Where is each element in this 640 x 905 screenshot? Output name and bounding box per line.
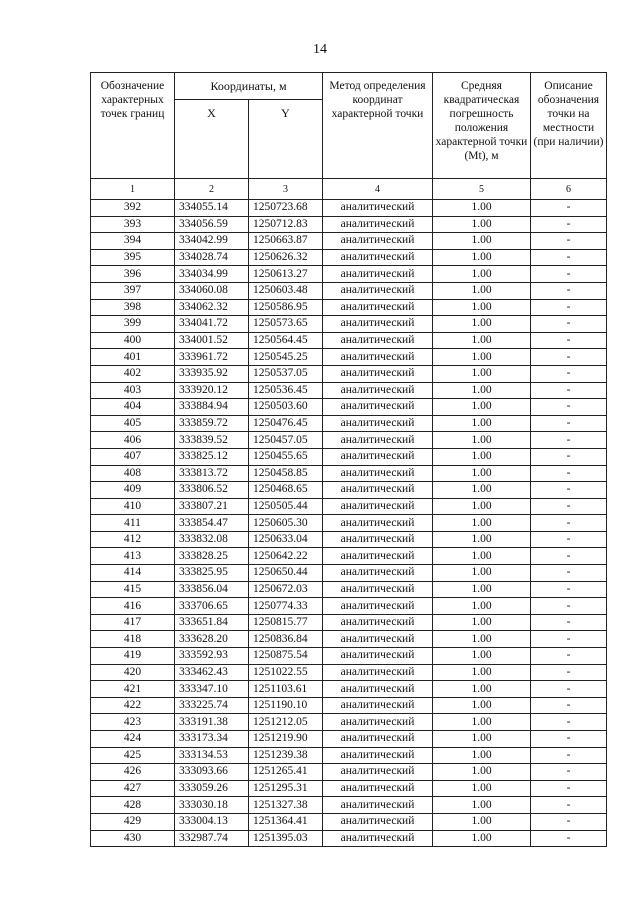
- error-cell: 1.00: [433, 581, 531, 598]
- point-cell: 417: [91, 614, 175, 631]
- method-cell: аналитический: [323, 515, 433, 532]
- y-coordinate-cell: 1250613.27: [249, 266, 323, 283]
- table-row: [91, 565, 607, 582]
- table-row: [91, 482, 607, 499]
- point-cell: 422: [91, 697, 175, 714]
- point-cell: 400: [91, 332, 175, 349]
- table-row: [91, 764, 607, 781]
- point-cell: 403: [91, 382, 175, 399]
- error-cell: 1.00: [433, 664, 531, 681]
- error-cell: 1.00: [433, 399, 531, 416]
- point-cell: 401: [91, 349, 175, 366]
- description-cell: -: [531, 531, 607, 548]
- description-cell: -: [531, 813, 607, 830]
- description-cell: -: [531, 465, 607, 482]
- method-cell: аналитический: [323, 531, 433, 548]
- description-cell: -: [531, 648, 607, 665]
- table-row: [91, 515, 607, 532]
- table-row: [91, 200, 607, 217]
- error-cell: 1.00: [433, 266, 531, 283]
- table-row: [91, 780, 607, 797]
- table-row: [91, 282, 607, 299]
- error-cell: 1.00: [433, 614, 531, 631]
- column-number-row: [91, 179, 607, 200]
- error-cell: 1.00: [433, 548, 531, 565]
- x-coordinate-cell: 333004.13: [175, 813, 249, 830]
- y-coordinate-cell: 1250836.84: [249, 631, 323, 648]
- point-cell: 430: [91, 830, 175, 847]
- table-row: [91, 233, 607, 250]
- error-cell: 1.00: [433, 332, 531, 349]
- description-cell: -: [531, 448, 607, 465]
- point-cell: 397: [91, 282, 175, 299]
- x-coordinate-cell: 333093.66: [175, 764, 249, 781]
- error-cell: 1.00: [433, 813, 531, 830]
- description-cell: -: [531, 399, 607, 416]
- table-row: [91, 614, 607, 631]
- point-cell: 395: [91, 249, 175, 266]
- x-coordinate-cell: 334001.52: [175, 332, 249, 349]
- table-row: [91, 382, 607, 399]
- x-coordinate-cell: 333859.72: [175, 415, 249, 432]
- y-coordinate-cell: 1251022.55: [249, 664, 323, 681]
- method-cell: аналитический: [323, 714, 433, 731]
- description-cell: -: [531, 282, 607, 299]
- x-coordinate-cell: 333225.74: [175, 697, 249, 714]
- y-coordinate-cell: 1250458.85: [249, 465, 323, 482]
- error-cell: 1.00: [433, 432, 531, 449]
- table-row: [91, 731, 607, 748]
- point-cell: 398: [91, 299, 175, 316]
- y-coordinate-cell: 1251395.03: [249, 830, 323, 847]
- table-row: [91, 681, 607, 698]
- x-coordinate-cell: 333030.18: [175, 797, 249, 814]
- point-cell: 419: [91, 648, 175, 665]
- y-coordinate-cell: 1251190.10: [249, 697, 323, 714]
- description-cell: -: [531, 797, 607, 814]
- y-coordinate-cell: 1250476.45: [249, 415, 323, 432]
- description-cell: -: [531, 714, 607, 731]
- table-row: [91, 498, 607, 515]
- header-point: Обозначение характерных точек границ: [91, 73, 175, 179]
- description-cell: -: [531, 249, 607, 266]
- method-cell: аналитический: [323, 432, 433, 449]
- x-coordinate-cell: 333935.92: [175, 365, 249, 382]
- y-coordinate-cell: 1250815.77: [249, 614, 323, 631]
- error-cell: 1.00: [433, 465, 531, 482]
- error-cell: 1.00: [433, 282, 531, 299]
- point-cell: 414: [91, 565, 175, 582]
- description-cell: -: [531, 548, 607, 565]
- table-row: [91, 797, 607, 814]
- page-number: 14: [313, 42, 327, 57]
- point-cell: 428: [91, 797, 175, 814]
- point-cell: 404: [91, 399, 175, 416]
- error-cell: 1.00: [433, 731, 531, 748]
- point-cell: 425: [91, 747, 175, 764]
- point-cell: 393: [91, 216, 175, 233]
- y-coordinate-cell: 1251364.41: [249, 813, 323, 830]
- y-coordinate-cell: 1250663.87: [249, 233, 323, 250]
- y-coordinate-cell: 1251219.90: [249, 731, 323, 748]
- y-coordinate-cell: 1250536.45: [249, 382, 323, 399]
- point-cell: 408: [91, 465, 175, 482]
- point-cell: 424: [91, 731, 175, 748]
- x-coordinate-cell: 333839.52: [175, 432, 249, 449]
- method-cell: аналитический: [323, 581, 433, 598]
- error-cell: 1.00: [433, 200, 531, 217]
- table-row: [91, 648, 607, 665]
- description-cell: -: [531, 382, 607, 399]
- table-header: [91, 73, 607, 200]
- header-method: Метод определения координат характерной точки: [323, 73, 433, 179]
- method-cell: аналитический: [323, 797, 433, 814]
- method-cell: аналитический: [323, 614, 433, 631]
- y-coordinate-cell: 1250505.44: [249, 498, 323, 515]
- description-cell: -: [531, 365, 607, 382]
- x-coordinate-cell: 334055.14: [175, 200, 249, 217]
- y-coordinate-cell: 1250633.04: [249, 531, 323, 548]
- x-coordinate-cell: 333347.10: [175, 681, 249, 698]
- error-cell: 1.00: [433, 780, 531, 797]
- x-coordinate-cell: 333191.38: [175, 714, 249, 731]
- table-row: [91, 697, 607, 714]
- error-cell: 1.00: [433, 365, 531, 382]
- x-coordinate-cell: 334060.08: [175, 282, 249, 299]
- description-cell: -: [531, 299, 607, 316]
- table-row: [91, 365, 607, 382]
- point-cell: 410: [91, 498, 175, 515]
- method-cell: аналитический: [323, 648, 433, 665]
- error-cell: 1.00: [433, 482, 531, 499]
- method-cell: аналитический: [323, 382, 433, 399]
- x-coordinate-cell: 333806.52: [175, 482, 249, 499]
- point-cell: 402: [91, 365, 175, 382]
- point-cell: 421: [91, 681, 175, 698]
- table-row: [91, 714, 607, 731]
- method-cell: аналитический: [323, 664, 433, 681]
- y-coordinate-cell: 1250564.45: [249, 332, 323, 349]
- method-cell: аналитический: [323, 548, 433, 565]
- point-cell: 420: [91, 664, 175, 681]
- x-coordinate-cell: 333592.93: [175, 648, 249, 665]
- error-cell: 1.00: [433, 382, 531, 399]
- point-cell: 415: [91, 581, 175, 598]
- x-coordinate-cell: 333856.04: [175, 581, 249, 598]
- table-row: [91, 249, 607, 266]
- table-row: [91, 349, 607, 366]
- y-coordinate-cell: 1250642.22: [249, 548, 323, 565]
- header-error: Средняя квадратическая погрешность положения характерной точки (Mt), м: [433, 73, 531, 179]
- table-row: [91, 598, 607, 615]
- point-cell: 407: [91, 448, 175, 465]
- x-coordinate-cell: 333884.94: [175, 399, 249, 416]
- point-cell: 399: [91, 316, 175, 333]
- x-coordinate-cell: 333825.12: [175, 448, 249, 465]
- x-coordinate-cell: 333854.47: [175, 515, 249, 532]
- description-cell: -: [531, 631, 607, 648]
- method-cell: аналитический: [323, 780, 433, 797]
- description-cell: -: [531, 731, 607, 748]
- error-cell: 1.00: [433, 299, 531, 316]
- point-cell: 427: [91, 780, 175, 797]
- description-cell: -: [531, 747, 607, 764]
- y-coordinate-cell: 1251103.61: [249, 681, 323, 698]
- table-row: [91, 465, 607, 482]
- method-cell: аналитический: [323, 747, 433, 764]
- description-cell: -: [531, 216, 607, 233]
- error-cell: 1.00: [433, 415, 531, 432]
- column-number: 3: [249, 179, 323, 200]
- column-number: 4: [323, 179, 433, 200]
- y-coordinate-cell: 1250605.30: [249, 515, 323, 532]
- description-cell: -: [531, 200, 607, 217]
- description-cell: -: [531, 316, 607, 333]
- point-cell: 429: [91, 813, 175, 830]
- description-cell: -: [531, 598, 607, 615]
- method-cell: аналитический: [323, 697, 433, 714]
- table-row: [91, 415, 607, 432]
- description-cell: -: [531, 697, 607, 714]
- x-coordinate-cell: 333807.21: [175, 498, 249, 515]
- x-coordinate-cell: 333825.95: [175, 565, 249, 582]
- method-cell: аналитический: [323, 200, 433, 217]
- point-cell: 418: [91, 631, 175, 648]
- y-coordinate-cell: 1251212.05: [249, 714, 323, 731]
- y-coordinate-cell: 1250875.54: [249, 648, 323, 665]
- table-body: [91, 200, 607, 847]
- x-coordinate-cell: 332987.74: [175, 830, 249, 847]
- table-row: [91, 432, 607, 449]
- method-cell: аналитический: [323, 399, 433, 416]
- error-cell: 1.00: [433, 764, 531, 781]
- x-coordinate-cell: 334028.74: [175, 249, 249, 266]
- point-cell: 405: [91, 415, 175, 432]
- y-coordinate-cell: 1250603.48: [249, 282, 323, 299]
- error-cell: 1.00: [433, 249, 531, 266]
- method-cell: аналитический: [323, 299, 433, 316]
- method-cell: аналитический: [323, 681, 433, 698]
- description-cell: -: [531, 415, 607, 432]
- description-cell: -: [531, 349, 607, 366]
- description-cell: -: [531, 764, 607, 781]
- method-cell: аналитический: [323, 365, 433, 382]
- method-cell: аналитический: [323, 565, 433, 582]
- point-cell: 409: [91, 482, 175, 499]
- table-row: [91, 399, 607, 416]
- y-coordinate-cell: 1251239.38: [249, 747, 323, 764]
- column-number: 6: [531, 179, 607, 200]
- error-cell: 1.00: [433, 498, 531, 515]
- column-number: 2: [175, 179, 249, 200]
- description-cell: -: [531, 233, 607, 250]
- table-row: [91, 448, 607, 465]
- table-row: [91, 813, 607, 830]
- point-cell: 406: [91, 432, 175, 449]
- point-cell: 396: [91, 266, 175, 283]
- description-cell: -: [531, 515, 607, 532]
- point-cell: 416: [91, 598, 175, 615]
- x-coordinate-cell: 334041.72: [175, 316, 249, 333]
- description-cell: -: [531, 614, 607, 631]
- error-cell: 1.00: [433, 349, 531, 366]
- y-coordinate-cell: 1250468.65: [249, 482, 323, 499]
- point-cell: 392: [91, 200, 175, 217]
- y-coordinate-cell: 1250545.25: [249, 349, 323, 366]
- error-cell: 1.00: [433, 565, 531, 582]
- y-coordinate-cell: 1250723.68: [249, 200, 323, 217]
- error-cell: 1.00: [433, 681, 531, 698]
- table-row: [91, 216, 607, 233]
- error-cell: 1.00: [433, 747, 531, 764]
- table-row: [91, 316, 607, 333]
- x-coordinate-cell: 334034.99: [175, 266, 249, 283]
- header-description: Описание обозначения точки на местности (при наличии): [531, 73, 607, 179]
- x-coordinate-cell: 333832.08: [175, 531, 249, 548]
- error-cell: 1.00: [433, 448, 531, 465]
- table-row: [91, 830, 607, 847]
- error-cell: 1.00: [433, 648, 531, 665]
- table-row: [91, 631, 607, 648]
- x-coordinate-cell: 333920.12: [175, 382, 249, 399]
- error-cell: 1.00: [433, 233, 531, 250]
- y-coordinate-cell: 1250573.65: [249, 316, 323, 333]
- error-cell: 1.00: [433, 515, 531, 532]
- description-cell: -: [531, 332, 607, 349]
- point-cell: 413: [91, 548, 175, 565]
- y-coordinate-cell: 1250712.83: [249, 216, 323, 233]
- error-cell: 1.00: [433, 631, 531, 648]
- error-cell: 1.00: [433, 598, 531, 615]
- method-cell: аналитический: [323, 415, 433, 432]
- table-row: [91, 747, 607, 764]
- description-cell: -: [531, 482, 607, 499]
- x-coordinate-cell: 333059.26: [175, 780, 249, 797]
- x-coordinate-cell: 334062.32: [175, 299, 249, 316]
- x-coordinate-cell: 333828.25: [175, 548, 249, 565]
- y-coordinate-cell: 1251265.41: [249, 764, 323, 781]
- method-cell: аналитический: [323, 316, 433, 333]
- description-cell: -: [531, 432, 607, 449]
- x-coordinate-cell: 333813.72: [175, 465, 249, 482]
- column-number: 5: [433, 179, 531, 200]
- method-cell: аналитический: [323, 282, 433, 299]
- method-cell: аналитический: [323, 249, 433, 266]
- x-coordinate-cell: 333134.53: [175, 747, 249, 764]
- table-row: [91, 266, 607, 283]
- description-cell: -: [531, 266, 607, 283]
- method-cell: аналитический: [323, 764, 433, 781]
- x-coordinate-cell: 333628.20: [175, 631, 249, 648]
- x-coordinate-cell: 333651.84: [175, 614, 249, 631]
- y-coordinate-cell: 1251327.38: [249, 797, 323, 814]
- y-coordinate-cell: 1250774.33: [249, 598, 323, 615]
- method-cell: аналитический: [323, 731, 433, 748]
- description-cell: -: [531, 830, 607, 847]
- description-cell: -: [531, 498, 607, 515]
- error-cell: 1.00: [433, 216, 531, 233]
- method-cell: аналитический: [323, 349, 433, 366]
- y-coordinate-cell: 1250586.95: [249, 299, 323, 316]
- y-coordinate-cell: 1250503.60: [249, 399, 323, 416]
- x-coordinate-cell: 333961.72: [175, 349, 249, 366]
- y-coordinate-cell: 1250537.05: [249, 365, 323, 382]
- error-cell: 1.00: [433, 531, 531, 548]
- x-coordinate-cell: 334042.99: [175, 233, 249, 250]
- error-cell: 1.00: [433, 830, 531, 847]
- y-coordinate-cell: 1250626.32: [249, 249, 323, 266]
- y-coordinate-cell: 1250455.65: [249, 448, 323, 465]
- point-cell: 412: [91, 531, 175, 548]
- header-x: X: [175, 100, 249, 179]
- error-cell: 1.00: [433, 316, 531, 333]
- method-cell: аналитический: [323, 830, 433, 847]
- table-row: [91, 531, 607, 548]
- header-coordinates: Координаты, м: [175, 73, 323, 100]
- point-cell: 423: [91, 714, 175, 731]
- x-coordinate-cell: 333706.65: [175, 598, 249, 615]
- error-cell: 1.00: [433, 714, 531, 731]
- y-coordinate-cell: 1251295.31: [249, 780, 323, 797]
- table-row: [91, 332, 607, 349]
- method-cell: аналитический: [323, 498, 433, 515]
- column-number: 1: [91, 179, 175, 200]
- x-coordinate-cell: 334056.59: [175, 216, 249, 233]
- x-coordinate-cell: 333173.34: [175, 731, 249, 748]
- point-cell: 394: [91, 233, 175, 250]
- y-coordinate-cell: 1250457.05: [249, 432, 323, 449]
- method-cell: аналитический: [323, 233, 433, 250]
- coordinates-table: [90, 72, 607, 847]
- y-coordinate-cell: 1250650.44: [249, 565, 323, 582]
- table-row: [91, 299, 607, 316]
- method-cell: аналитический: [323, 216, 433, 233]
- description-cell: -: [531, 780, 607, 797]
- table-row: [91, 664, 607, 681]
- description-cell: -: [531, 581, 607, 598]
- description-cell: -: [531, 565, 607, 582]
- method-cell: аналитический: [323, 448, 433, 465]
- y-coordinate-cell: 1250672.03: [249, 581, 323, 598]
- method-cell: аналитический: [323, 332, 433, 349]
- method-cell: аналитический: [323, 631, 433, 648]
- error-cell: 1.00: [433, 797, 531, 814]
- point-cell: 411: [91, 515, 175, 532]
- method-cell: аналитический: [323, 465, 433, 482]
- description-cell: -: [531, 681, 607, 698]
- method-cell: аналитический: [323, 813, 433, 830]
- description-cell: -: [531, 664, 607, 681]
- table-row: [91, 581, 607, 598]
- error-cell: 1.00: [433, 697, 531, 714]
- method-cell: аналитический: [323, 266, 433, 283]
- x-coordinate-cell: 333462.43: [175, 664, 249, 681]
- method-cell: аналитический: [323, 598, 433, 615]
- table-row: [91, 548, 607, 565]
- point-cell: 426: [91, 764, 175, 781]
- header-y: Y: [249, 100, 323, 179]
- method-cell: аналитический: [323, 482, 433, 499]
